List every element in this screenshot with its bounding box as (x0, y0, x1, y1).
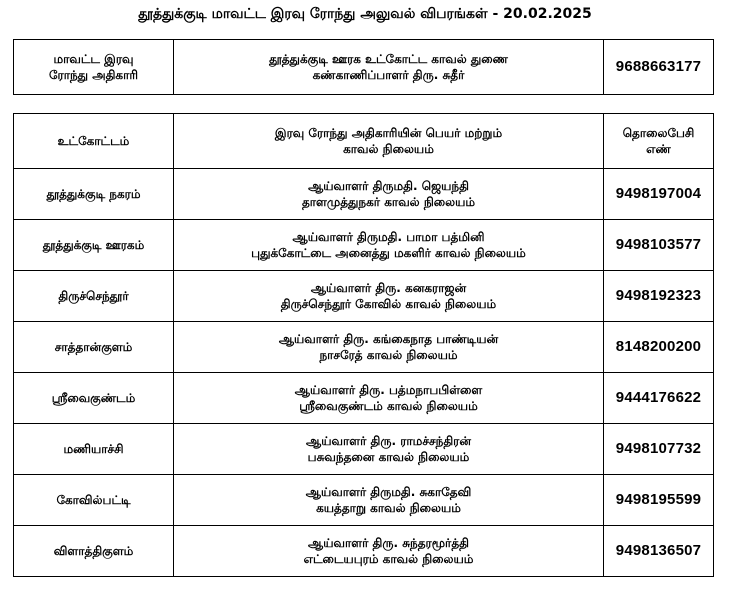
patrol-officers-table (13, 113, 714, 577)
header-officer-line1: இரவு ரோந்து அதிகாரியின் பெயர் மற்றும் (274, 126, 503, 140)
header-subdivision: உட்கோட்டம் (14, 114, 174, 169)
row-subdivision: தூத்துக்குடி நகரம் (14, 169, 174, 220)
row-officer-name: ஆய்வாளர் திரு. பத்மநாபபிள்ளை (294, 383, 483, 397)
row-subdivision: ஸ்ரீவைகுண்டம் (14, 373, 174, 424)
row-phone: 9498107732 (604, 424, 714, 475)
table-header-row (14, 114, 714, 169)
table-row (14, 169, 714, 220)
district-officer-label-line1: மாவட்ட இரவு (53, 52, 134, 66)
district-officer-phone: 9688663177 (604, 40, 714, 95)
row-officer-name: ஆய்வாளர் திரு. ராமச்சந்திரன் (306, 434, 471, 448)
table-row (14, 526, 714, 577)
district-officer-name-cell (174, 40, 604, 95)
row-station: தாளமுத்துநகர் காவல் நிலையம் (301, 195, 476, 209)
header-phone-line1: தொலைபேசி (622, 126, 695, 140)
page-title: தூத்துக்குடி மாவட்ட இரவு ரோந்து அலுவல் விபரங்கள் - 20.02.2025 (138, 6, 592, 22)
table-row (14, 424, 714, 475)
district-officer-row (14, 40, 714, 95)
table-row (14, 220, 714, 271)
table-row (14, 322, 714, 373)
row-station: புதுக்கோட்டை அனைத்து மகளிர் காவல் நிலையம் (251, 246, 526, 260)
row-officer (174, 322, 604, 373)
row-subdivision: கோவில்பட்டி (14, 475, 174, 526)
table-row (14, 373, 714, 424)
table-row (14, 475, 714, 526)
header-phone (604, 114, 714, 169)
row-station: திருச்செந்தூர் கோவில் காவல் நிலையம் (280, 297, 497, 311)
row-phone: 9498197004 (604, 169, 714, 220)
row-subdivision: தூத்துக்குடி ஊரகம் (14, 220, 174, 271)
row-officer (174, 526, 604, 577)
row-phone: 9444176622 (604, 373, 714, 424)
row-subdivision: விளாத்திகுளம் (14, 526, 174, 577)
row-phone: 9498195599 (604, 475, 714, 526)
row-phone: 9498103577 (604, 220, 714, 271)
row-officer (174, 373, 604, 424)
row-officer (174, 475, 604, 526)
row-officer (174, 169, 604, 220)
district-officer-label-cell (14, 40, 174, 95)
table-row (14, 271, 714, 322)
row-officer-name: ஆய்வாளர் திரு. கனகராஜன் (310, 281, 467, 295)
row-subdivision: திருச்செந்தூர் (14, 271, 174, 322)
district-officer-label-line2: ரோந்து அதிகாரி (48, 68, 139, 82)
row-station: பசுவந்தனை காவல் நிலையம் (307, 450, 470, 464)
district-officer-name-line1: தூத்துக்குடி ஊரக உட்கோட்ட காவல் துணை (269, 52, 508, 66)
row-officer (174, 271, 604, 322)
row-subdivision: சாத்தான்குளம் (14, 322, 174, 373)
row-phone: 9498192323 (604, 271, 714, 322)
header-officer-line2: காவல் நிலையம் (343, 142, 434, 156)
row-station: எட்டையபுரம் காவல் நிலையம் (303, 552, 474, 566)
row-officer (174, 220, 604, 271)
row-officer-name: ஆய்வாளர் திருமதி. சுகாதேவி (305, 485, 472, 499)
row-subdivision: மணியாச்சி (14, 424, 174, 475)
row-officer (174, 424, 604, 475)
header-officer (174, 114, 604, 169)
district-officer-name-line2: கண்காணிப்பாளர் திரு. சுதீர் (312, 68, 465, 82)
row-station: நாசரேத் காவல் நிலையம் (319, 348, 458, 362)
row-phone: 9498136507 (604, 526, 714, 577)
row-officer-name: ஆய்வாளர் திரு. கங்கைநாத பாண்டியன் (278, 332, 499, 346)
row-station: கயத்தாறு காவல் நிலையம் (316, 501, 461, 515)
row-officer-name: ஆய்வாளர் திரு. சுந்தரமூர்த்தி (308, 536, 469, 550)
row-officer-name: ஆய்வாளர் திருமதி. பாமா பத்மினி (292, 230, 485, 244)
row-officer-name: ஆய்வாளர் திருமதி. ஜெயந்தி (308, 179, 469, 193)
district-officer-table (13, 39, 714, 95)
row-station: ஸ்ரீவைகுண்டம் காவல் நிலையம் (299, 399, 478, 413)
row-phone: 8148200200 (604, 322, 714, 373)
header-phone-line2: எண் (646, 142, 671, 156)
